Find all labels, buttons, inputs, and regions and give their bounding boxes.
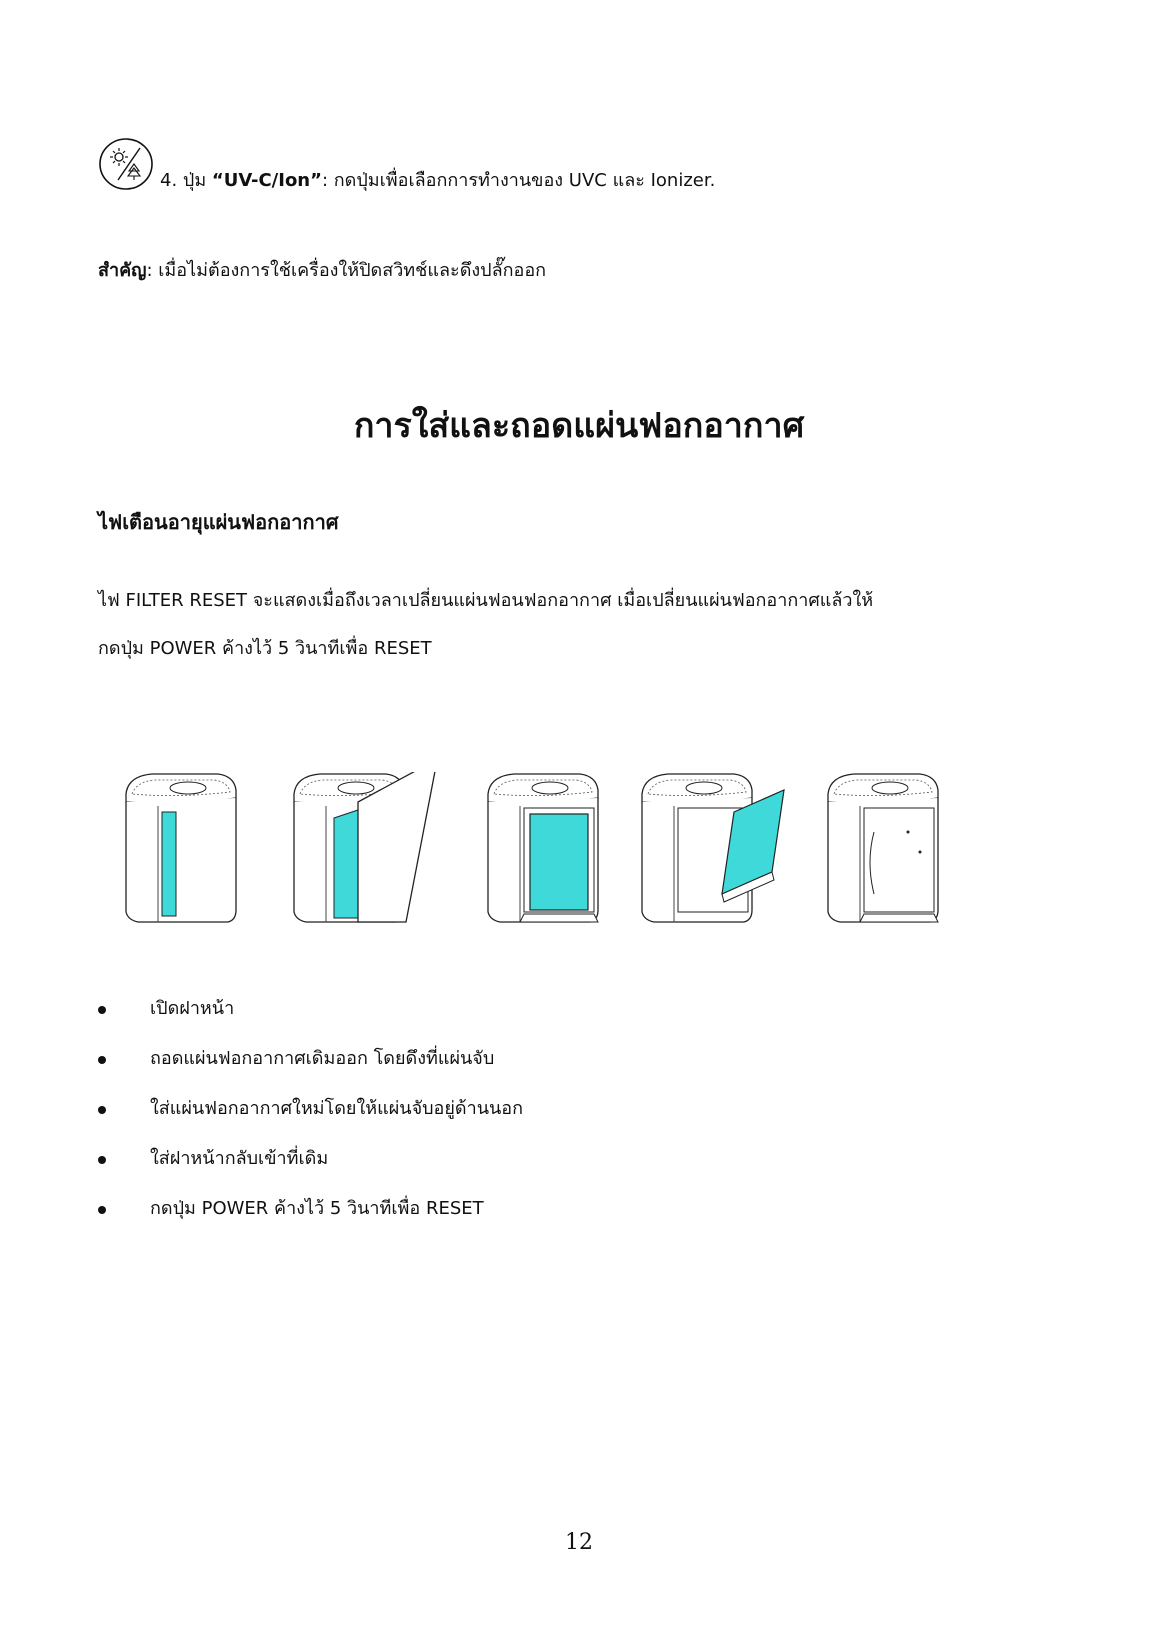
step-text: ใส่แผ่นฟอกอากาศใหม่โดยให้แผ่นจับอยู่ด้านนอก [150, 1098, 524, 1119]
step-text: ใส่ฝาหน้ากลับเข้าที่เดิม [150, 1148, 329, 1169]
step-3-illustration [488, 774, 598, 922]
list-item [98, 1046, 523, 1096]
page-number: 12 [565, 1530, 593, 1555]
paragraph-line-2: กดปุ่ม POWER ค้างไว้ 5 วินาทีเพื่อ RESET [98, 638, 432, 659]
bullet-icon [98, 1056, 106, 1064]
section-subtitle: ไฟเตือนอายุแผ่นฟอกอากาศ [98, 510, 339, 534]
uv-ion-description [160, 168, 715, 194]
steps-list [98, 996, 523, 1246]
step-text: เปิดฝาหน้า [150, 998, 235, 1019]
list-item [98, 1096, 523, 1146]
important-label: สำคัญ [98, 260, 147, 281]
important-text: : เมื่อไม่ต้องการใช้เครื่องให้ปิดสวิทช์และดึงปลั๊กออก [146, 260, 547, 281]
uv-ion-icon [98, 136, 160, 192]
step-5-illustration [828, 774, 938, 922]
filter-replacement-illustration [118, 772, 998, 952]
bullet-icon [98, 1106, 106, 1114]
uv-button-name: “UV-C/Ion” [211, 170, 322, 191]
uv-line-prefix: 4. ปุ่ม [160, 170, 212, 191]
step-text: กดปุ่ม POWER ค้างไว้ 5 วินาทีเพื่อ RESET [150, 1198, 484, 1219]
bullet-icon [98, 1156, 106, 1164]
bullet-icon [98, 1206, 106, 1214]
list-item [98, 1196, 523, 1246]
step-4-illustration [642, 774, 784, 922]
step-1-illustration [126, 774, 236, 922]
section-title: การใส่และถอดแผ่นฟอกอากาศ [353, 406, 805, 446]
bullet-icon [98, 1006, 106, 1014]
list-item [98, 996, 523, 1046]
step-2-illustration [294, 772, 436, 922]
important-note [98, 258, 546, 284]
list-item [98, 1146, 523, 1196]
paragraph-line-1: ไฟ FILTER RESET จะแสดงเมื่อถึงเวลาเปลี่ยนแผ่นฟอนฟอกอากาศ เมื่อเปลี่ยนแผ่นฟอกอากาศแล้วให้ [98, 590, 874, 611]
step-text: ถอดแผ่นฟอกอากาศเดิมออก โดยดึงที่แผ่นจับ [150, 1048, 495, 1069]
uv-line-rest: : กดปุ่มเพื่อเลือกการทำงานของ UVC และ Ionizer. [321, 170, 716, 191]
